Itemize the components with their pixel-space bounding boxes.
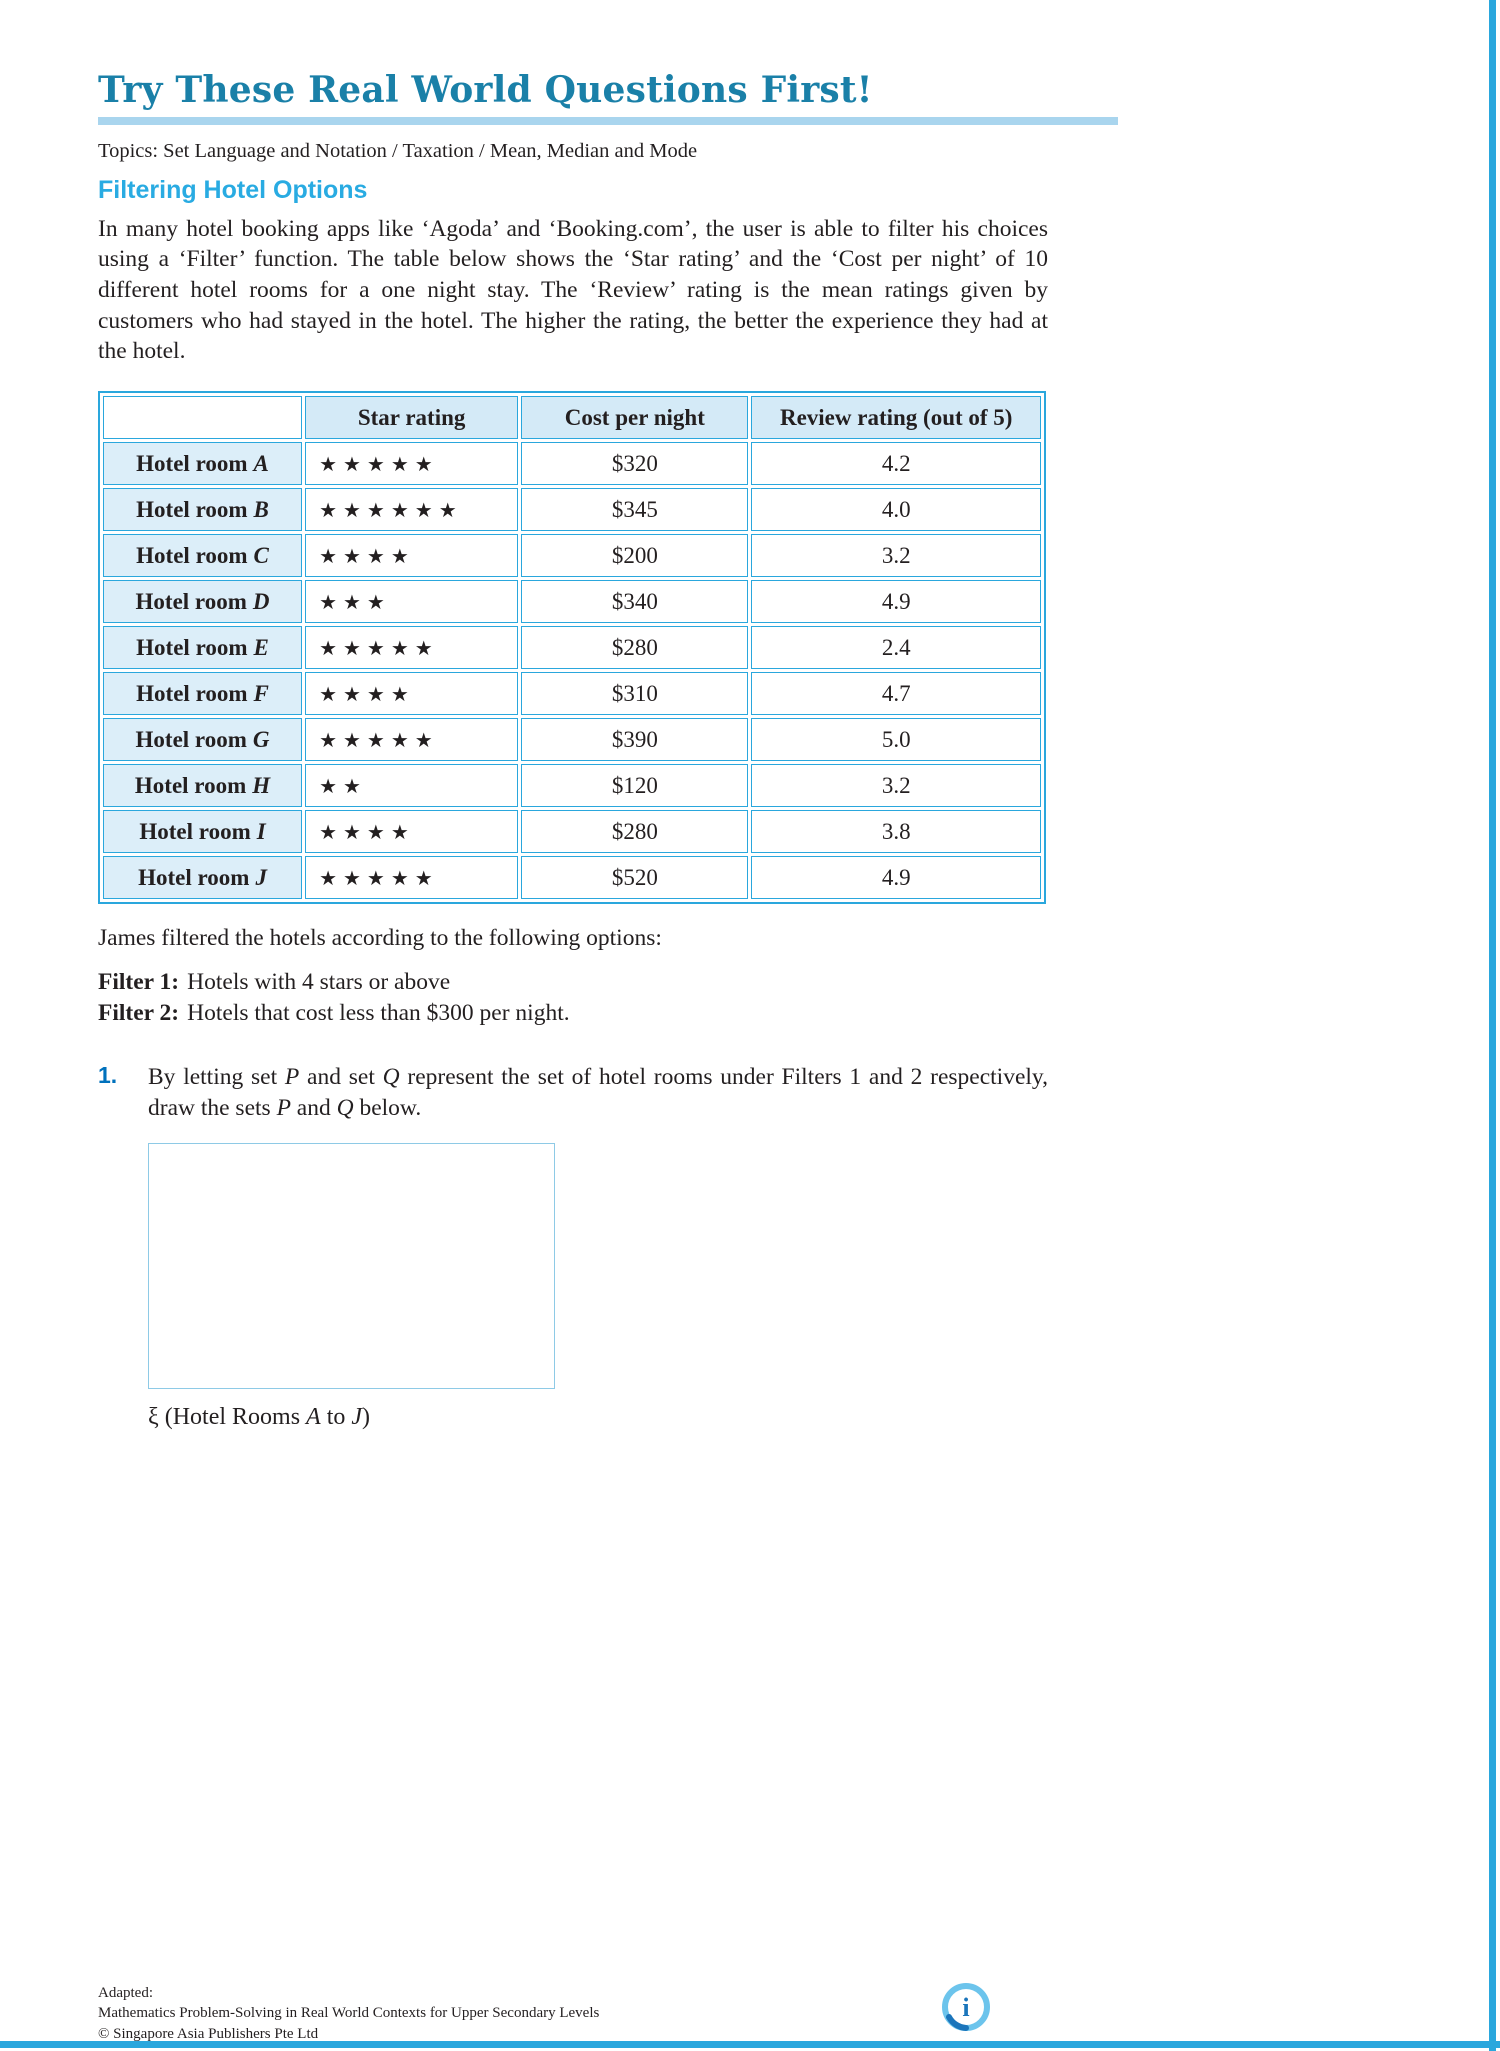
cost-cell: $345 <box>521 488 748 531</box>
star-rating-cell: ★★★★ <box>305 534 518 577</box>
col-header-cost: Cost per night <box>521 396 748 439</box>
set-p: P <box>284 1064 300 1091</box>
logo-letter: i <box>962 1993 970 2022</box>
star-rating-cell: ★★★★★ <box>305 856 518 899</box>
publisher-logo-icon <box>941 1982 991 2032</box>
col-header-star-rating: Star rating <box>305 396 518 439</box>
star-rating-cell: ★★★ <box>305 580 518 623</box>
venn-diagram-answer-box <box>148 1143 555 1389</box>
star-rating-cell: ★★★★★★ <box>305 488 518 531</box>
cost-cell: $340 <box>521 580 748 623</box>
table-corner-cell <box>103 396 302 439</box>
room-label: Hotel room A <box>103 442 302 485</box>
footer-credits <box>98 1983 599 2044</box>
table-row <box>103 672 1041 715</box>
review-cell: 3.8 <box>751 810 1041 853</box>
star-rating-cell: ★★★★ <box>305 672 518 715</box>
review-cell: 2.4 <box>751 626 1041 669</box>
table-row <box>103 810 1041 853</box>
cost-cell: $200 <box>521 534 748 577</box>
filter-2-text: Hotels that cost less than $300 per night. <box>187 999 570 1026</box>
page-title: Try These Real World Questions First! <box>98 69 873 111</box>
table-row <box>103 626 1041 669</box>
cost-cell: $310 <box>521 672 748 715</box>
table-row <box>103 580 1041 623</box>
set-q: Q <box>382 1064 400 1091</box>
footer-line-copyright: © Singapore Asia Publishers Pte Ltd <box>98 2025 319 2042</box>
review-cell: 4.7 <box>751 672 1041 715</box>
cost-cell: $520 <box>521 856 748 899</box>
filters-intro-line: James filtered the hotels according to the following options: <box>98 925 662 952</box>
table-row <box>103 488 1041 531</box>
room-label: Hotel room B <box>103 488 302 531</box>
question-1 <box>98 1062 1048 1124</box>
footer-line-source: Mathematics Problem-Solving in Real World Contexts for Upper Secondary Levels <box>98 2005 600 2022</box>
review-cell: 4.9 <box>751 856 1041 899</box>
cost-cell: $320 <box>521 442 748 485</box>
filter-1-label: Filter 1: <box>98 969 180 996</box>
room-label: Hotel room I <box>103 810 302 853</box>
review-cell: 3.2 <box>751 534 1041 577</box>
table-row <box>103 718 1041 761</box>
filter-2-line <box>98 998 1048 1029</box>
table-row <box>103 856 1041 899</box>
table-header-row <box>103 396 1041 439</box>
room-label: Hotel room C <box>103 534 302 577</box>
star-rating-cell: ★★★★ <box>305 810 518 853</box>
set-q: Q <box>336 1095 354 1122</box>
topics-line: Topics: Set Language and Notation / Taxation / Mean, Median and Mode <box>98 139 698 162</box>
universal-set-caption: ξ (Hotel Rooms A to J) <box>148 1404 371 1431</box>
room-label: Hotel room H <box>103 764 302 807</box>
col-header-review: Review rating (out of 5) <box>751 396 1041 439</box>
section-heading: Filtering Hotel Options <box>98 175 368 204</box>
cost-cell: $390 <box>521 718 748 761</box>
cost-cell: $120 <box>521 764 748 807</box>
title-underline <box>98 117 1118 125</box>
room-label: Hotel room J <box>103 856 302 899</box>
review-cell: 4.2 <box>751 442 1041 485</box>
star-rating-cell: ★★★★★ <box>305 442 518 485</box>
review-cell: 3.2 <box>751 764 1041 807</box>
room-label: Hotel room E <box>103 626 302 669</box>
star-rating-cell: ★★★★★ <box>305 626 518 669</box>
review-cell: 4.9 <box>751 580 1041 623</box>
question-text: By letting set P and set Q represent the set of hotel rooms under Filters 1 and 2 respectively, draw the sets P and Q below. <box>148 1064 1048 1122</box>
review-cell: 5.0 <box>751 718 1041 761</box>
footer-line-adapted: Adapted: <box>98 1985 153 2001</box>
cost-cell: $280 <box>521 810 748 853</box>
cost-cell: $280 <box>521 626 748 669</box>
filter-1-line <box>98 967 1048 998</box>
table-row <box>103 764 1041 807</box>
filter-2-label: Filter 2: <box>98 999 180 1026</box>
hotel-ratings-table <box>98 391 1046 904</box>
set-p: P <box>276 1095 291 1122</box>
filter-1-text: Hotels with 4 stars or above <box>187 969 451 996</box>
table-row <box>103 442 1041 485</box>
star-rating-cell: ★★ <box>305 764 518 807</box>
intro-paragraph: In many hotel booking apps like ‘Agoda’ and ‘Booking.com’, the user is able to filter his choices using a ‘Filter’ function. The table below shows the ‘Star rating’ and the ‘Cost per night’ of 10 different hotel rooms for a one night stay. The ‘Review’ rating is the mean ratings given by customers who had stayed in the hotel. The higher the rating, the better the experience they had at the hotel. <box>98 215 1048 365</box>
filters-list <box>98 967 1048 1028</box>
page-content <box>98 69 1048 1431</box>
star-rating-cell: ★★★★★ <box>305 718 518 761</box>
xi-symbol: ξ <box>148 1404 159 1431</box>
review-cell: 4.0 <box>751 488 1041 531</box>
room-label: Hotel room D <box>103 580 302 623</box>
room-label: Hotel room F <box>103 672 302 715</box>
question-number: 1. <box>98 1062 118 1089</box>
room-label: Hotel room G <box>103 718 302 761</box>
page-edge-right <box>1489 0 1496 2051</box>
table-row <box>103 534 1041 577</box>
